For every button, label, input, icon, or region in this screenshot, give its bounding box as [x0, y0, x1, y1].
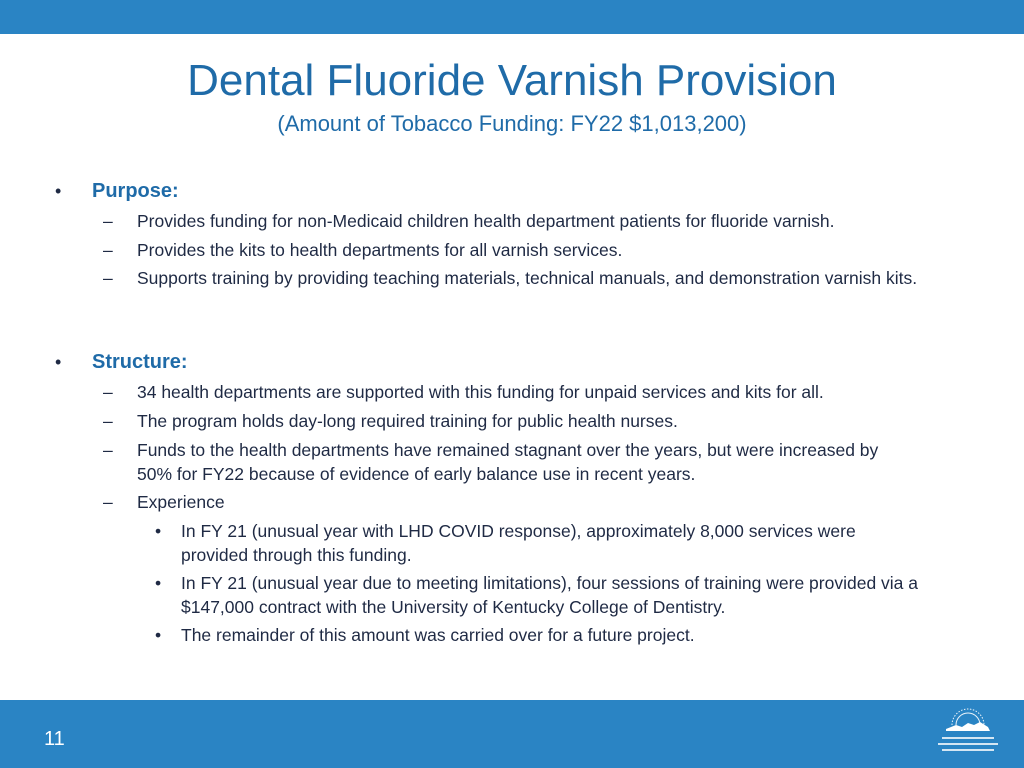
bullet: • [155, 625, 162, 645]
list-item: – Provides funding for non-Medicaid children health department patients for fluoride varnish. [103, 211, 835, 231]
dash-bullet: – [103, 440, 113, 460]
list-item: – The program holds day-long required training for public health nurses. [103, 411, 678, 431]
dash-bullet: – [103, 492, 113, 512]
bullet: • [155, 573, 162, 593]
top-banner-bar [0, 0, 1024, 34]
dash-bullet: – [103, 382, 113, 402]
dash-bullet: – [103, 268, 113, 288]
section-heading-structure: • Structure: [55, 351, 188, 373]
list-item: – Provides the kits to health departments for all varnish services. [103, 240, 623, 260]
dash-bullet: – [103, 211, 113, 231]
list-item: – 34 health departments are supported with this funding for unpaid services and kits for all. [103, 382, 824, 402]
page-number: 11 [44, 728, 65, 750]
slide-subtitle: (Amount of Tobacco Funding: FY22 $1,013,200) [277, 111, 747, 136]
bottom-footer-bar [0, 700, 1024, 768]
dash-bullet: – [103, 411, 113, 431]
list-item: – Experience [103, 492, 225, 512]
bullet: • [155, 521, 162, 541]
sub-list-item: • In FY 21 (unusual year due to meeting limitations), four sessions of training were provided via a $147,000 contract with the University of Kentucky College of Dentistry. [155, 573, 919, 617]
kentucky-state-logo-icon [928, 703, 1008, 763]
bullet: • [55, 181, 62, 201]
bullet: • [55, 352, 62, 372]
list-item: – Supports training by providing teaching materials, technical manuals, and demonstration varnish kits. [103, 268, 918, 288]
sub-list-item: • The remainder of this amount was carried over for a future project. [155, 625, 695, 645]
list-item: – Funds to the health departments have remained stagnant over the years, but were increased by 50% for FY22 because of evidence of early balance use in recent years. [103, 440, 879, 484]
dash-bullet: – [103, 240, 113, 260]
sub-list-item: • In FY 21 (unusual year with LHD COVID response), approximately 8,000 services were provided through this funding. [155, 521, 856, 565]
slide-title: Dental Fluoride Varnish Provision [187, 56, 837, 105]
section-heading-purpose: • Purpose: [55, 180, 179, 202]
